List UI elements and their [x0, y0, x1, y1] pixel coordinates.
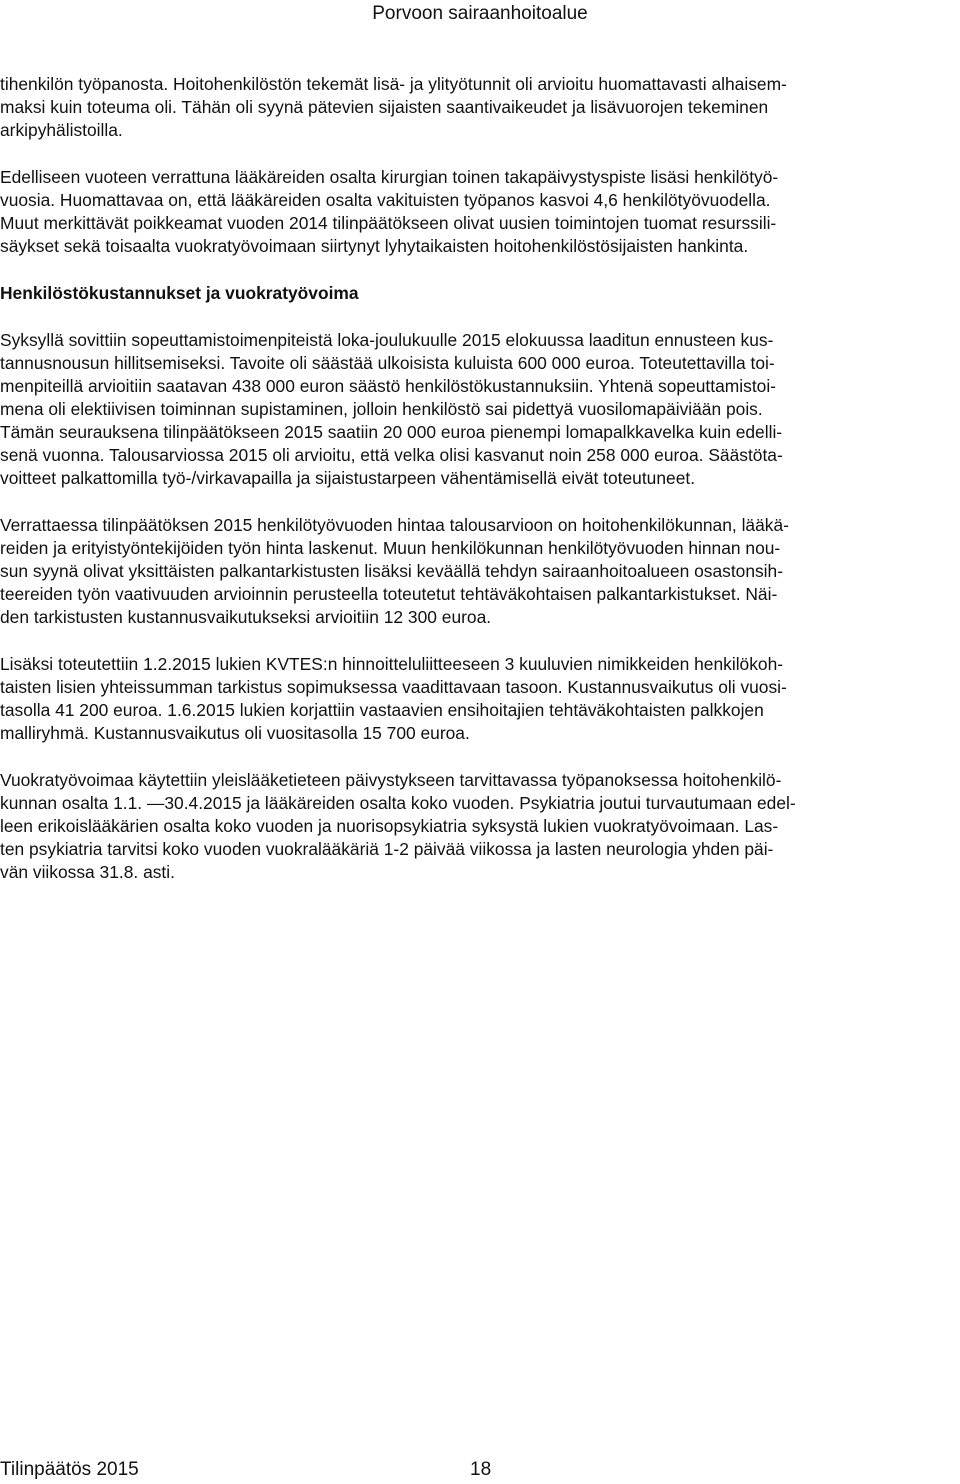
text-line: Syksyllä sovittiin sopeuttamistoimenpiteistä loka-joulukuulle 2015 elokuussa laaditun ennusteen kus- [0, 330, 774, 350]
text-line: reiden ja erityistyöntekijöiden työn hinta laskenut. Muun henkilökunnan henkilötyövuoden hinnan nou- [0, 538, 781, 558]
text-line: den tarkistusten kustannusvaikutukseksi arvioitiin 12 300 euroa. [0, 607, 492, 627]
text-line: Edelliseen vuoteen verrattuna lääkäreiden osalta kirurgian toinen takapäivystyspiste lisäsi henkilötyö- [0, 167, 779, 187]
footer-page-number: 18 [470, 1459, 492, 1480]
text-line: Muut merkittävät poikkeamat vuoden 2014 tilinpäätökseen olivat uusien toimintojen tuomat resurssili- [0, 213, 777, 233]
footer-doc-title: Tilinpäätös 2015 [0, 1459, 139, 1480]
text-line: taisten lisien yhteissumman tarkistus sopimuksessa vaadittavaan tasoon. Kustannusvaikutus oli vuosi- [0, 677, 787, 697]
page-header: Porvoon sairaanhoitoalue [372, 3, 588, 24]
text-line: mena oli elektiivisen toiminnan supistaminen, jolloin henkilöstö sai pidettyä vuosilomapäiviään pois. [0, 399, 763, 419]
text-line: malliryhmä. Kustannusvaikutus oli vuositasolla 15 700 euroa. [0, 723, 470, 743]
text-line: voitteet palkattomilla työ-/virkavapailla ja sijaistustarpeen vähentämisellä eivät toteutuneet. [0, 468, 696, 488]
paragraph [0, 769, 950, 884]
paragraph [0, 166, 950, 258]
document-body [0, 73, 950, 884]
paragraph [0, 73, 950, 142]
text-line: maksi kuin toteuma oli. Tähän oli syynä pätevien sijaisten saantivaikeudet ja lisävuorojen tekeminen [0, 97, 769, 117]
text-line: Tämän seurauksena tilinpäätökseen 2015 saatiin 20 000 euroa pienempi lomapalkkavelka kuin edelli- [0, 422, 783, 442]
text-line: tasolla 41 200 euroa. 1.6.2015 lukien korjattiin vastaavien ensihoitajien tehtäväkohtaisten palkkojen [0, 700, 764, 720]
text-line: vuosia. Huomattavaa on, että lääkäreiden osalta vakituisten työpanos kasvoi 4,6 henkilötyövuodella. [0, 190, 771, 210]
text-line: Lisäksi toteutettiin 1.2.2015 lukien KVTES:n hinnoitteluliitteeseen 3 kuuluvien nimikkeiden henkilökoh- [0, 654, 784, 674]
text-line: senä vuonna. Talousarviossa 2015 oli arvioitu, että velka olisi kasvanut noin 258 000 euroa. Säästöta- [0, 445, 783, 465]
text-line: vän viikossa 31.8. asti. [0, 862, 175, 882]
text-line: menpiteillä arvioitiin saatavan 438 000 euron säästö henkilöstökustannuksiin. Yhtenä sopeuttamistoi- [0, 376, 776, 396]
text-line: arkipyhälistoilla. [0, 120, 123, 140]
paragraph [0, 514, 950, 629]
text-line: kunnan osalta 1.1. ―30.4.2015 ja lääkäreiden osalta koko vuoden. Psykiatria joutui turvautumaan edel- [0, 793, 796, 813]
text-line: Verrattaessa tilinpäätöksen 2015 henkilötyövuoden hintaa talousarvioon on hoitohenkilökunnan, lääkä- [0, 515, 789, 535]
text-line: sun syynä olivat yksittäisten palkantarkistusten lisäksi keväällä tehdyn sairaanhoitoalueen osastonsih- [0, 561, 784, 581]
text-line: tihenkilön työpanosta. Hoitohenkilöstön tekemät lisä- ja ylityötunnit oli arvioitu huomattavasti alhaisem- [0, 74, 787, 94]
text-line: Vuokratyövoimaa käytettiin yleislääketieteen päivystykseen tarvittavassa työpanoksessa hoitohenkilö- [0, 770, 782, 790]
paragraph [0, 653, 950, 745]
text-line: ten psykiatria tarvitsi koko vuoden vuokralääkäriä 1-2 päivää viikossa ja lasten neurologia yhden päi- [0, 839, 774, 859]
section-heading: Henkilöstökustannukset ja vuokratyövoima [0, 283, 359, 303]
text-line: teereiden työn vaativuuden arvioinnin perusteella toteutetut tehtäväkohtaisen palkantarkistukset. Näi- [0, 584, 778, 604]
paragraph [0, 329, 950, 490]
text-line: leen erikoislääkärien osalta koko vuoden ja nuorisopsykiatria syksystä lukien vuokratyövoimaan. Las- [0, 816, 779, 836]
text-line: tannusnousun hillitsemiseksi. Tavoite oli säästää ulkoisista kuluista 600 000 euroa. Toteutettavilla toi- [0, 353, 775, 373]
text-line: säykset sekä toisaalta vuokratyövoimaan siirtynyt lyhytaikaisten hoitohenkilöstösijaisten hankinta. [0, 236, 749, 256]
